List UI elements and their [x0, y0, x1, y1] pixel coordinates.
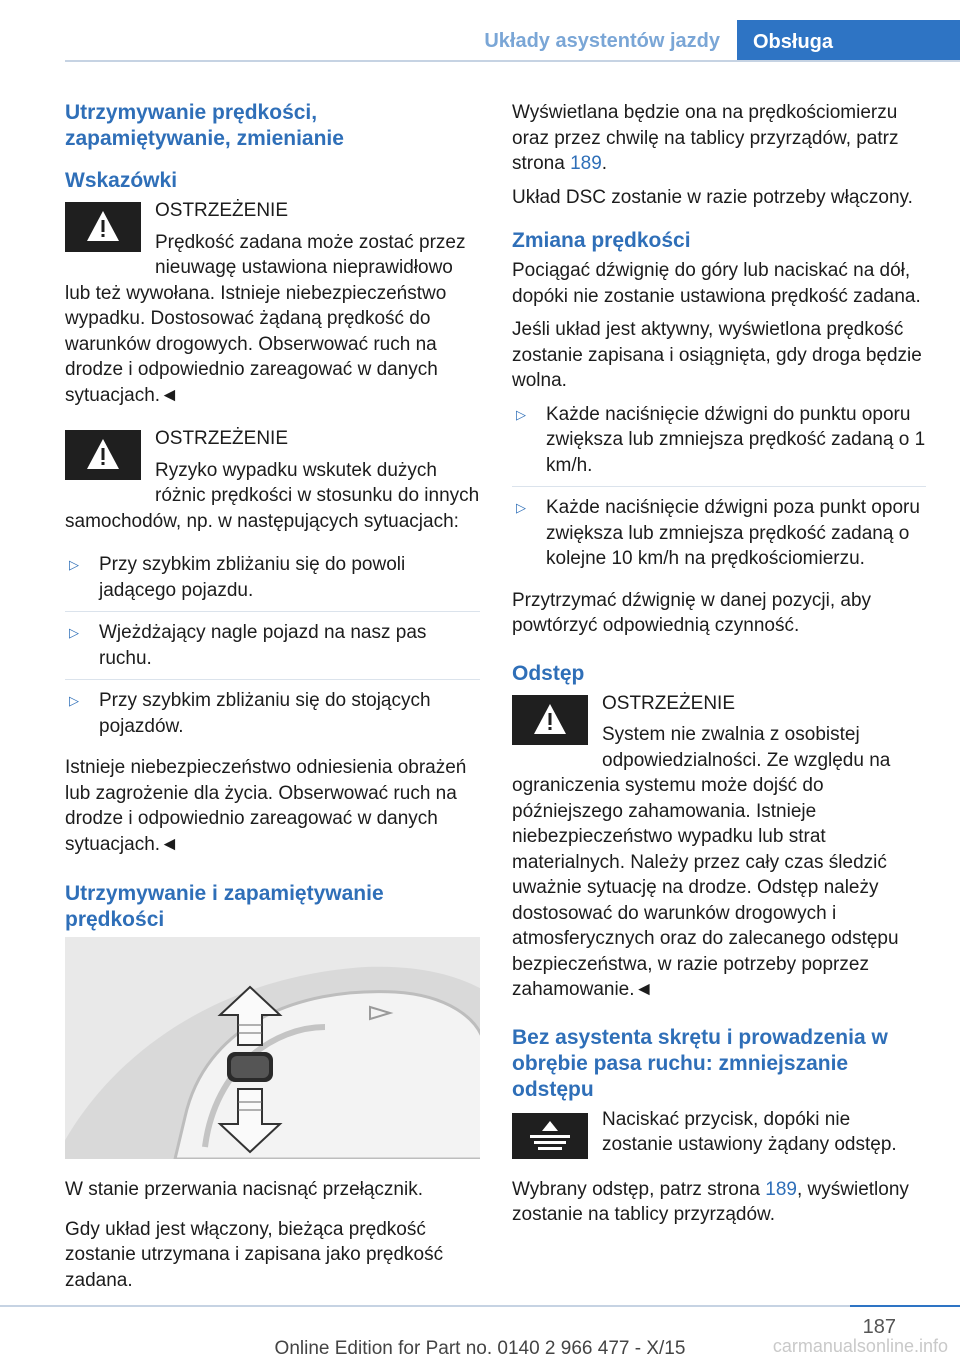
page-header [0, 0, 960, 62]
section-heading: Bez asystenta skrętu i prowadzenia w obrębie pasa ruchu: zmniejszanie odstępu [512, 1025, 888, 1101]
steering-wheel-image [65, 937, 480, 1159]
paragraph: Gdy układ jest włączony, bieżąca prędkość zostanie utrzymana i zapisana jako prędkość zadana. [65, 1218, 444, 1291]
page-reference-link[interactable]: 189 [570, 153, 602, 174]
warning-block-3 [512, 691, 926, 1003]
warning-label: OSTRZEŻENIE [155, 200, 289, 221]
warning-block-2 [65, 426, 480, 534]
list-item: ▷ Każde naciśnięcie dźwigni do punktu oporu zwiększa lub zmniejsza prędkość zadaną o 1 km/h. [512, 402, 926, 488]
warning-text: Ryzyko wypadku wskutek dużych różnic prędkości w stosunku do innych samochodów, np. w następujących sytuacjach: [65, 459, 480, 532]
warning-text: System nie zwalnia z osobistej odpowiedzialności. Ze względu na ograniczenia systemu może dojść do późniejszego zahamowania. Istnieje niebezpieczeństwo wypadku lub strat materialnych. Należy przez cały czas śledzić uważnie sytuację na drodze. Odstęp należy dostosować do warunków drogowych i atmosferycznych oraz do zalecanego odstępu bezpieczeństwa, w razie potrzeby poprzez zahamowanie.◄ [512, 724, 899, 1000]
header-rule [65, 60, 960, 62]
warning-consequence: Istnieje niebezpieczeństwo odniesienia obrażeń lub zagrożenie dla życia. Obserwować ruch na drodze i odpowiednio zareagować w danych sytuacjach.◄ [65, 757, 467, 855]
warning-label: OSTRZEŻENIE [602, 692, 736, 714]
warning-triangle-icon [512, 695, 588, 745]
list-item: ▷ Wjeżdżający nagle pojazd na nasz pas ruchu. [65, 620, 480, 680]
warning-triangle-icon [65, 430, 141, 480]
paragraph: Wyświetlana będzie ona na prędkościomierzu oraz przez chwilę na tablicy przyrządów, patrz strona 189. [512, 102, 899, 174]
situation-list [65, 552, 480, 747]
paragraph: Pociągać dźwignię do góry lub naciskać na dół, dopóki nie zostanie ustawiona prędkość zadana. [512, 260, 921, 307]
header-section-title: Układy asystentów jazdy [484, 30, 720, 52]
warning-text: Prędkość zadana może zostać przez nieuwagę ustawiona nieprawidłowo lub też wywołana. Istnieje niebezpieczeństwo wypadku. Dostosować żądaną prędkość do warunków drogowych. Obserwować ruch na drodze i odpowiednio zareagować w danych sytuacjach.◄ [65, 231, 466, 406]
triangle-bullet-icon: ▷ [516, 406, 526, 422]
triangle-bullet-icon: ▷ [516, 500, 526, 515]
paragraph: Wybrany odstęp, patrz strona 189, wyświetlony zostanie na tablicy przyrządów. [512, 1178, 909, 1225]
left-column [65, 100, 480, 1301]
section-heading: Odstęp [512, 661, 585, 685]
page-reference-link[interactable]: 189 [765, 1178, 797, 1200]
warning-block-1 [65, 198, 480, 408]
paragraph: W stanie przerwania nacisnąć przełącznik. [65, 1179, 423, 1200]
footer-rule [0, 1305, 960, 1307]
paragraph: Przytrzymać dźwignię w danej pozycji, aby powtórzyć odpowiednią czynność. [512, 589, 872, 636]
list-item: ▷ Przy szybkim zbliżaniu się do stojących pojazdów. [69, 690, 431, 737]
edition-note: Online Edition for Part no. 0140 2 966 477 - X/15 [274, 1338, 686, 1359]
triangle-bullet-icon: ▷ [69, 625, 79, 640]
warning-triangle-icon [65, 202, 141, 252]
list-item: ▷ Przy szybkim zbliżaniu się do powoli jadącego pojazdu. [65, 552, 480, 612]
hints-heading: Wskazówki [65, 169, 178, 192]
paragraph: Jeśli układ jest aktywny, wyświetlona prędkość zostanie zapisana i osiągnięta, gdy droga będzie wolna. [512, 319, 922, 391]
warning-label: OSTRZEŻENIE [155, 428, 289, 449]
distance-reduce-button-icon [512, 1113, 588, 1159]
section-heading: Utrzymywanie i zapamiętywanie prędkości [65, 882, 384, 931]
main-heading: Utrzymywanie prędkości, zapamiętywanie, zmienianie [65, 101, 344, 150]
right-column [512, 100, 926, 1236]
triangle-bullet-icon: ▷ [69, 557, 79, 572]
page-number: 187 [862, 1316, 896, 1338]
speed-list [512, 402, 926, 580]
header-tab: Obsługa [737, 20, 960, 62]
list-item: ▷ Każde naciśnięcie dźwigni poza punkt oporu zwiększa lub zmniejsza prędkość zadaną o kolejne 10 km/h na prędkościomierzu. [516, 497, 920, 569]
watermark: carmanualsonline.info [772, 1336, 948, 1356]
paragraph: Układ DSC zostanie w razie potrzeby włączony. [512, 186, 913, 208]
paragraph: Naciskać przycisk, dopóki nie zostanie ustawiony żądany odstęp. [602, 1108, 897, 1155]
distance-button-block [512, 1107, 926, 1163]
triangle-bullet-icon: ▷ [69, 693, 79, 708]
section-heading: Zmiana prędkości [512, 229, 691, 252]
